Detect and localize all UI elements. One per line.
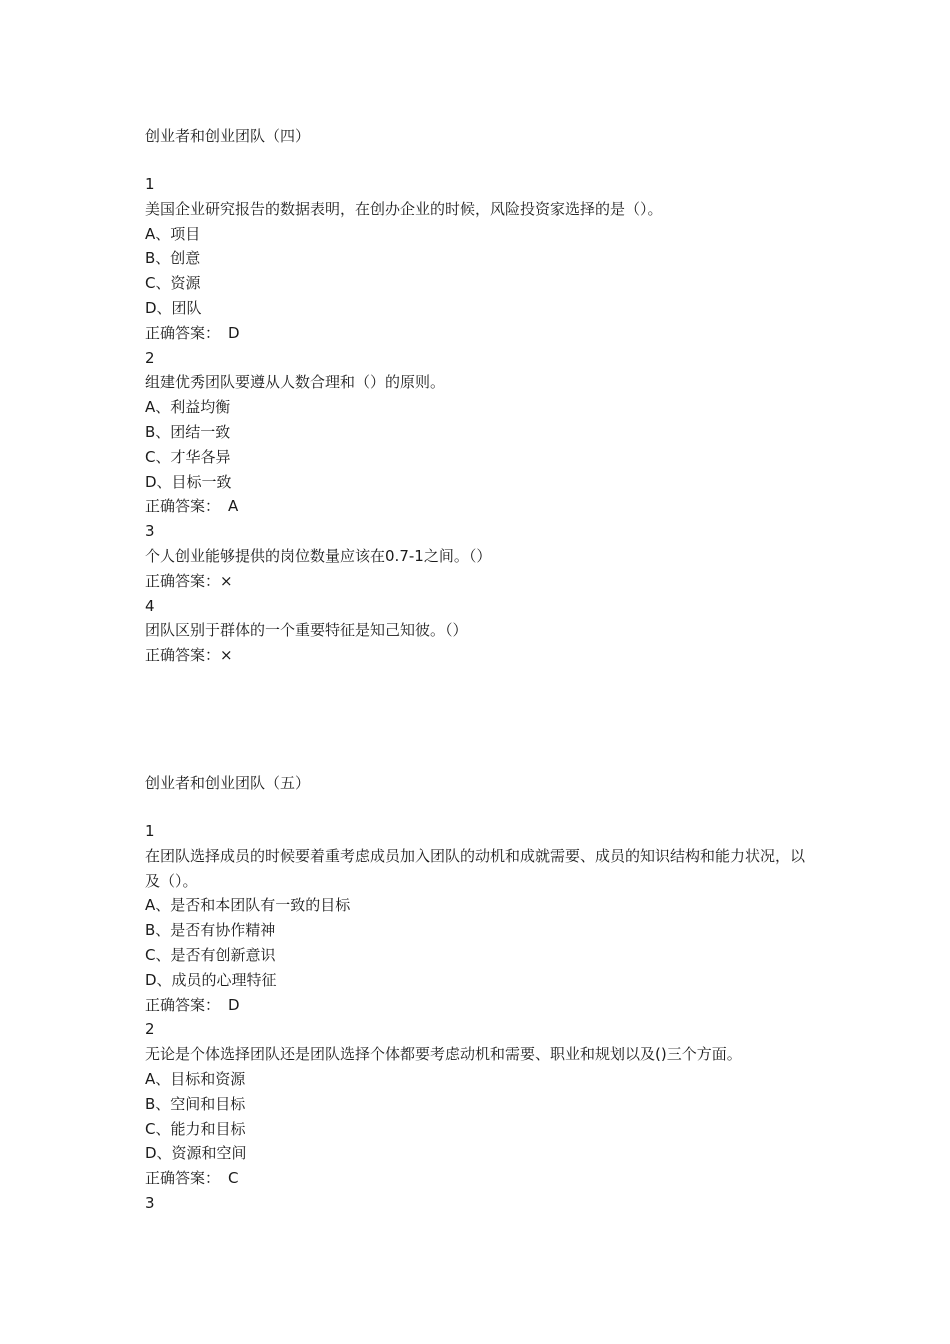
question-number: 1 — [145, 822, 155, 840]
option-b: B、创意 — [145, 249, 201, 268]
correct-answer: 正确答案：× — [145, 646, 233, 665]
section-4 — [145, 124, 815, 668]
question-4 — [145, 594, 815, 668]
answer-label: 正确答案： — [145, 497, 221, 516]
option-d: D、资源和空间 — [145, 1144, 247, 1163]
answer-label: 正确答案： — [145, 1169, 221, 1188]
question-text: 美国企业研究报告的数据表明，在创办企业的时候，风险投资家选择的是（）。 — [145, 199, 663, 218]
option-c: C、能力和目标 — [145, 1119, 246, 1138]
correct-answer — [145, 494, 815, 519]
question-2 — [145, 346, 815, 520]
option-d: D、团队 — [145, 298, 202, 317]
question-1 — [145, 172, 815, 346]
answer-value: D — [228, 995, 240, 1014]
question-number: 3 — [145, 1193, 155, 1212]
section-title: 创业者和创业团队（四） — [145, 127, 311, 145]
section-5 — [145, 771, 815, 1216]
option-c: C、才华各异 — [145, 447, 231, 466]
option-b: B、空间和目标 — [145, 1094, 246, 1113]
answer-label: 正确答案： — [145, 323, 221, 342]
question-2 — [145, 1017, 815, 1191]
question-text: 个人创业能够提供的岗位数量应该在0.7-1之间。（） — [145, 546, 492, 565]
option-a: A、项目 — [145, 224, 201, 243]
option-a: A、目标和资源 — [145, 1069, 246, 1088]
question-text: 团队区别于群体的一个重要特征是知己知彼。（） — [145, 621, 468, 640]
answer-value: A — [228, 497, 239, 516]
answer-value: C — [228, 1169, 239, 1188]
question-3 — [145, 1191, 815, 1216]
correct-answer: 正确答案：× — [145, 571, 233, 590]
question-number: 1 — [145, 175, 155, 193]
answer-label: 正确答案： — [145, 995, 221, 1014]
section-title: 创业者和创业团队（五） — [145, 774, 311, 792]
correct-answer — [145, 1166, 815, 1191]
question-number: 3 — [145, 522, 155, 541]
option-c: C、是否有创新意识 — [145, 945, 276, 964]
question-number: 4 — [145, 596, 155, 615]
correct-answer — [145, 993, 815, 1018]
option-c: C、资源 — [145, 274, 201, 293]
question-number: 2 — [145, 1020, 155, 1039]
question-text: 无论是个体选择团队还是团队选择个体都要考虑动机和需要、职业和规划以及()三个方面。 — [145, 1045, 742, 1064]
answer-value: D — [228, 323, 240, 342]
question-1 — [145, 819, 815, 1017]
option-d: D、成员的心理特征 — [145, 970, 277, 989]
question-text: 组建优秀团队要遵从人数合理和（）的原则。 — [145, 373, 446, 392]
option-a: A、是否和本团队有一致的目标 — [145, 896, 351, 915]
option-a: A、利益均衡 — [145, 398, 231, 417]
option-d: D、目标一致 — [145, 472, 232, 491]
question-3 — [145, 519, 815, 593]
option-b: B、是否有协作精神 — [145, 921, 276, 940]
option-b: B、团结一致 — [145, 422, 231, 441]
question-text: 在团队选择成员的时候要着重考虑成员加入团队的动机和成就需要、成员的知识结构和能力状况，以及（）。 — [145, 846, 806, 890]
correct-answer — [145, 321, 815, 346]
question-number: 2 — [145, 348, 155, 367]
